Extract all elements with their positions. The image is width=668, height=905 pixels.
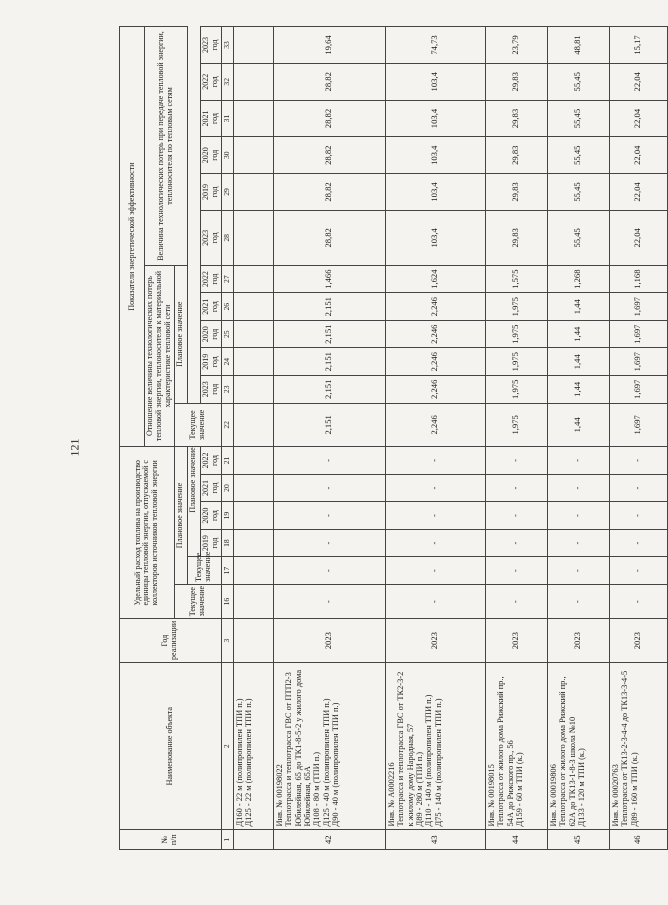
value-cell-g1: - xyxy=(609,529,667,557)
header-year-g2: 2020 год xyxy=(200,320,221,348)
value-cell-g3: 103,4 xyxy=(385,210,485,265)
object-name: Инв. № 00198022 Теплотрасса и теплотрасса ГВС от ПТП2-3 Юбилейная, 65 до ТК1-8-5-2 у жилого дома Юбилейная, 65А Д108 - 80 м (ТПИ п.) Д125 - 40 м (полипропилен ТПИ п.) Д90 - 40 м (полипропилен ТПИ п.) xyxy=(273,662,385,830)
value-cell-g2: 1,697 xyxy=(609,320,667,348)
value-cell-g1: - xyxy=(609,557,667,585)
header-current-g2: Текущее значение xyxy=(174,403,221,447)
value-cell-g2: 1,975 xyxy=(485,376,547,404)
value-cell-g3: 28,82 xyxy=(273,174,385,211)
value-cell-g2 xyxy=(233,376,273,404)
column-index: 20 xyxy=(221,474,233,502)
column-index: 3 xyxy=(221,619,233,663)
object-name: Инв. № 00019806 Теплотрасса от жилого дома Рижский пр., 62А до ТК13-1-8-3 школа №10 Д133 - 120 м ТПИ (к.) xyxy=(547,662,609,830)
efficiency-table xyxy=(119,26,668,850)
value-cell-g3: 22,04 xyxy=(609,174,667,211)
row-number xyxy=(233,830,273,850)
header-year-g2: 2021 год xyxy=(200,293,221,321)
value-cell-g2: 1,624 xyxy=(385,265,485,293)
value-cell-g2: 2,246 xyxy=(385,403,485,447)
value-cell-g2: 1,697 xyxy=(609,293,667,321)
column-index: 25 xyxy=(221,320,233,348)
value-cell-g1: - xyxy=(485,502,547,530)
header-year: Год реализации xyxy=(120,619,222,663)
table-row xyxy=(273,27,385,850)
value-cell-g3: 28,82 xyxy=(273,210,385,265)
implementation-year xyxy=(233,619,273,663)
implementation-year: 2023 xyxy=(273,619,385,663)
column-index: 21 xyxy=(221,447,233,475)
value-cell-g3: 55,45 xyxy=(547,174,609,211)
value-cell-g1: - xyxy=(273,502,385,530)
value-cell-g3: 29,83 xyxy=(485,100,547,137)
value-cell-g1: - xyxy=(547,529,609,557)
page-number: 121 xyxy=(67,438,82,457)
table-row xyxy=(385,27,485,850)
value-cell-g2: 1,975 xyxy=(485,348,547,376)
table-row xyxy=(485,27,547,850)
value-cell-g1: - xyxy=(273,447,385,475)
value-cell-g2: 1,168 xyxy=(609,265,667,293)
value-cell-g3: 29,83 xyxy=(485,174,547,211)
value-cell-g1: - xyxy=(273,529,385,557)
rotated-table-wrapper xyxy=(119,26,643,850)
value-cell-g1: - xyxy=(385,584,485,618)
value-cell-g1: - xyxy=(547,557,609,585)
value-cell-g2: 1,44 xyxy=(547,376,609,404)
value-cell-g3: 22,04 xyxy=(609,137,667,174)
value-cell-g1: - xyxy=(273,474,385,502)
header-planned-g1: Плановое значение xyxy=(174,447,187,585)
column-index: 31 xyxy=(221,100,233,137)
header-year-g2: 2022 год xyxy=(200,265,221,293)
value-cell-g3: 55,45 xyxy=(547,100,609,137)
value-cell-g3: 48,81 xyxy=(547,27,609,64)
row-number: 42 xyxy=(273,830,385,850)
header-planned-g2: Плановое значение xyxy=(174,265,187,403)
value-cell-g2 xyxy=(233,348,273,376)
column-index: 24 xyxy=(221,348,233,376)
value-cell-g2: 1,44 xyxy=(547,348,609,376)
value-cell-g3: 29,83 xyxy=(485,63,547,100)
implementation-year: 2023 xyxy=(547,619,609,663)
value-cell-g2: 1,44 xyxy=(547,320,609,348)
value-cell-g2: 1,466 xyxy=(273,265,385,293)
table-frame xyxy=(119,26,643,850)
value-cell-g1: - xyxy=(385,474,485,502)
column-index-row xyxy=(221,27,233,850)
value-cell-g2: 2,151 xyxy=(273,348,385,376)
value-cell-g1: - xyxy=(485,557,547,585)
value-cell-g2: 2,151 xyxy=(273,376,385,404)
value-cell-g3: 28,82 xyxy=(273,100,385,137)
header-current-g1: Текущее значение xyxy=(174,584,221,618)
value-cell-g1: - xyxy=(609,584,667,618)
value-cell-g3 xyxy=(233,63,273,100)
header-year-g3: 2021 год xyxy=(200,100,221,137)
value-cell-g1 xyxy=(233,557,273,585)
value-cell-g1: - xyxy=(609,447,667,475)
value-cell-g1: - xyxy=(485,474,547,502)
column-index: 19 xyxy=(221,502,233,530)
value-cell-g3: 22,04 xyxy=(609,100,667,137)
value-cell-g1 xyxy=(233,474,273,502)
header-year-g2: 2019 год xyxy=(200,348,221,376)
value-cell-g3: 74,73 xyxy=(385,27,485,64)
value-cell-g2: 1,975 xyxy=(485,320,547,348)
header-year-g3: 2020 год xyxy=(200,137,221,174)
value-cell-g3 xyxy=(233,100,273,137)
object-name: Д160 - 22 м (полипропилен ТПИ п.) Д125 - 22 м (полипропилен ТПИ п.) xyxy=(233,662,273,830)
header-fuel-rate: Удельный расход топлива на производство единицы тепловой энергии, отпускаемой с коллекторов источников тепловой энергии xyxy=(120,447,175,619)
value-cell-g3: 19,64 xyxy=(273,27,385,64)
value-cell-g1: - xyxy=(547,474,609,502)
column-index: 22 xyxy=(221,403,233,447)
header-year-g1: 2021 год xyxy=(200,474,221,502)
row-number: 46 xyxy=(609,830,667,850)
value-cell-g1: - xyxy=(273,557,385,585)
header-name: Наименование объекта xyxy=(120,662,222,830)
value-cell-g1: - xyxy=(385,502,485,530)
implementation-year: 2023 xyxy=(485,619,547,663)
value-cell-g3: 103,4 xyxy=(385,100,485,137)
header-loss-ratio: Отношение величины технологических потерь тепловой энергии, теплоносителя к материальной характеристике тепловой сети xyxy=(145,265,175,446)
header-year-g3: 2019 год xyxy=(200,174,221,211)
value-cell-g1: - xyxy=(485,584,547,618)
value-cell-g1: - xyxy=(385,529,485,557)
header-efficiency: Показатели энергетической эффективности xyxy=(120,27,145,447)
column-index: 28 xyxy=(221,210,233,265)
header-year-g3: 2023 год xyxy=(200,27,221,64)
value-cell-g3: 103,4 xyxy=(385,63,485,100)
object-name: Инв. № 00020763 Теплотрасса от ТК13-2-3-4-4 до ТК13-3-4-5 Д89 - 160 м ТПИ (к.) xyxy=(609,662,667,830)
value-cell-g3: 103,4 xyxy=(385,137,485,174)
column-index: 2 xyxy=(221,662,233,830)
value-cell-g3: 55,45 xyxy=(547,63,609,100)
value-cell-g3: 55,45 xyxy=(547,210,609,265)
column-index: 26 xyxy=(221,293,233,321)
value-cell-g3: 28,82 xyxy=(273,63,385,100)
table-row xyxy=(547,27,609,850)
value-cell-g2: 2,151 xyxy=(273,403,385,447)
value-cell-g2: 2,246 xyxy=(385,293,485,321)
value-cell-g3: 29,83 xyxy=(485,137,547,174)
header-tech-losses: Величина технологических потерь при передаче тепловой энергии, теплоносителя по тепловым сетям xyxy=(145,27,188,266)
object-name: Инв. № А0002216 Теплотрасса и теплотрасса ГВС от ТК2-3-2 к жилому дому Народная, 57 Д89 - 280 м (ТПИ п.) Д110 - 140 м (полипропилен ТПИ п.) Д75 - 140 м (полипропилен ТПИ п.) xyxy=(385,662,485,830)
value-cell-g1: - xyxy=(547,502,609,530)
value-cell-g1: - xyxy=(609,474,667,502)
value-cell-g3: 103,4 xyxy=(385,174,485,211)
value-cell-g2: 2,151 xyxy=(273,293,385,321)
object-name: Инв. № 00198015 Теплотрасса от жилого дома Рижский пр., 54А до Рижского пр., 56 Д159 - 60 м ТПИ (к.) xyxy=(485,662,547,830)
value-cell-g1 xyxy=(233,529,273,557)
row-number: 45 xyxy=(547,830,609,850)
implementation-year: 2023 xyxy=(385,619,485,663)
row-number: 43 xyxy=(385,830,485,850)
value-cell-g2: 1,975 xyxy=(485,293,547,321)
table-row xyxy=(609,27,667,850)
column-index: 27 xyxy=(221,265,233,293)
value-cell-g1 xyxy=(233,584,273,618)
implementation-year: 2023 xyxy=(609,619,667,663)
value-cell-g1: - xyxy=(385,557,485,585)
header-year-g1: 2020 год xyxy=(200,502,221,530)
value-cell-g1 xyxy=(233,447,273,475)
value-cell-g2 xyxy=(233,265,273,293)
value-cell-g2: 1,697 xyxy=(609,376,667,404)
header-year-g2: 2023 год xyxy=(200,210,221,265)
value-cell-g2: 1,975 xyxy=(485,403,547,447)
value-cell-g3 xyxy=(233,174,273,211)
value-cell-g2 xyxy=(233,320,273,348)
header-year-g1: 2019 год xyxy=(200,529,221,557)
value-cell-g1: - xyxy=(485,529,547,557)
column-index: 16 xyxy=(221,584,233,618)
column-index: 17 xyxy=(221,557,233,585)
column-index: 23 xyxy=(221,376,233,404)
value-cell-g3: 29,83 xyxy=(485,210,547,265)
value-cell-g2: 2,246 xyxy=(385,320,485,348)
value-cell-g1: - xyxy=(385,447,485,475)
header-num: № п/п xyxy=(120,830,222,850)
value-cell-g2: 2,246 xyxy=(385,348,485,376)
row-number: 44 xyxy=(485,830,547,850)
value-cell-g2 xyxy=(233,403,273,447)
value-cell-g2: 1,575 xyxy=(485,265,547,293)
column-index: 18 xyxy=(221,529,233,557)
column-index: 32 xyxy=(221,63,233,100)
value-cell-g2: 2,246 xyxy=(385,376,485,404)
value-cell-g3: 55,45 xyxy=(547,137,609,174)
value-cell-g3 xyxy=(233,27,273,64)
value-cell-g1 xyxy=(233,502,273,530)
value-cell-g3: 22,04 xyxy=(609,210,667,265)
value-cell-g1: - xyxy=(547,447,609,475)
column-index: 33 xyxy=(221,27,233,64)
column-index: 30 xyxy=(221,137,233,174)
value-cell-g3 xyxy=(233,137,273,174)
value-cell-g2: 2,151 xyxy=(273,320,385,348)
header-year-g1: 2022 год xyxy=(200,447,221,475)
column-index: 1 xyxy=(221,830,233,850)
value-cell-g2: 1,44 xyxy=(547,403,609,447)
header-year-g3: 2022 год xyxy=(200,63,221,100)
value-cell-g3: 28,82 xyxy=(273,137,385,174)
header-year-g1: 2023 год xyxy=(200,376,221,404)
value-cell-g3 xyxy=(233,210,273,265)
value-cell-g3: 15,17 xyxy=(609,27,667,64)
value-cell-g2: 1,697 xyxy=(609,403,667,447)
value-cell-g1: - xyxy=(547,584,609,618)
header-planned-g3: Плановое значение xyxy=(187,403,200,557)
column-index: 29 xyxy=(221,174,233,211)
value-cell-g1: - xyxy=(485,447,547,475)
value-cell-g2: 1,44 xyxy=(547,293,609,321)
value-cell-g2: 1,697 xyxy=(609,348,667,376)
value-cell-g1: - xyxy=(273,584,385,618)
value-cell-g1: - xyxy=(609,502,667,530)
table-row xyxy=(233,27,273,850)
table-body xyxy=(233,27,667,850)
value-cell-g3: 22,04 xyxy=(609,63,667,100)
value-cell-g2: 1,268 xyxy=(547,265,609,293)
value-cell-g3: 23,79 xyxy=(485,27,547,64)
header-current-g3: Текущее значение xyxy=(187,557,221,585)
value-cell-g2 xyxy=(233,293,273,321)
